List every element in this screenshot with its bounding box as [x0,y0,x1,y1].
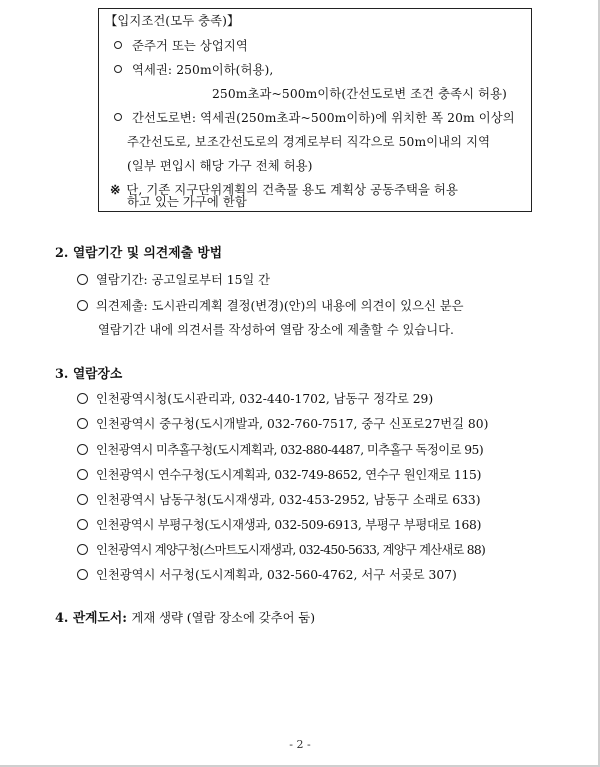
list-item-continued: 열람기간 내에 의견서를 작성하여 열람 장소에 제출할 수 있습니다. [98,323,454,337]
bullet-circle-icon [77,300,88,311]
condition-item: 역세권: 250m이하(허용), [114,62,273,78]
bullet-circle-icon [77,274,88,285]
bullet-circle-icon [77,393,88,404]
page-number: - 2 - [289,738,311,751]
bullet-circle-icon [77,569,88,580]
condition-item-continued: 250m초과~500m이하(간선도로변 조건 충족시 허용) [212,87,507,101]
bullet-circle-icon [77,494,88,505]
list-item: 인천광역시 연수구청(도시계획과, 032-749-8652, 연수구 원인재로 115) [77,467,481,483]
list-item: 인천광역시 미추홀구청(도시계획과, 032-880-4487, 미추홀구 독정이로 95) [77,442,483,458]
section-4-text: 게재 생략 (열람 장소에 갖추어 둠) [131,611,316,625]
section-3-title: 3. 열람장소 [55,367,123,382]
condition-item: 간선도로변: 역세권(250m초과~500m이하)에 위치한 폭 20m 이상의 [114,110,515,126]
bullet-circle-icon [77,519,88,530]
list-item: 열람기간: 공고일로부터 15일 간 [77,272,270,288]
bullet-circle-icon [77,418,88,429]
condition-note-continued: 하고 있는 가구에 한함 [127,195,247,209]
bullet-circle-icon [77,444,88,455]
bullet-circle-icon [114,41,122,49]
note-mark: ※ [110,182,121,197]
list-item: 인천광역시 중구청(도시개발과, 032-760-7517, 중구 신포로27번길 80) [77,416,488,432]
bullet-circle-icon [114,113,122,121]
conditions-title: 【입지조건(모두 충족)】 [105,14,240,28]
list-item: 인천광역시 남동구청(도시재생과, 032-453-2952, 남동구 소래로 633) [77,492,481,508]
list-item: 의견제출: 도시관리계획 결정(변경)(안)의 내용에 의견이 있으신 분은 [77,298,464,314]
section-2-title: 2. 열람기간 및 의견제출 방법 [55,246,223,261]
section-4-title: 4. 관계도서: 게재 생략 (열람 장소에 갖추어 둠) [55,611,316,626]
list-item: 인천광역시 계양구청(스마트도시재생과, 032-450-5633, 계양구 계산새로 88) [77,542,485,558]
condition-note: ※ 단, 기존 지구단위계획의 건축물 용도 계획상 공동주택을 허용 [110,182,458,197]
bullet-circle-icon [77,544,88,555]
condition-item-continued: (일부 편입시 해당 가구 전체 허용) [127,159,313,173]
list-item: 인천광역시청(도시관리과, 032-440-1702, 남동구 정각로 29) [77,391,433,407]
bullet-circle-icon [114,65,122,73]
condition-item: 준주거 또는 상업지역 [114,38,248,54]
list-item: 인천광역시 서구청(도시계획과, 032-560-4762, 서구 서곶로 307) [77,567,457,583]
bullet-circle-icon [77,469,88,480]
condition-item-continued: 주간선도로, 보조간선도로의 경계로부터 직각으로 50m이내의 지역 [127,135,491,149]
list-item: 인천광역시 부평구청(도시재생과, 032-509-6913, 부평구 부평대로 168) [77,517,481,533]
